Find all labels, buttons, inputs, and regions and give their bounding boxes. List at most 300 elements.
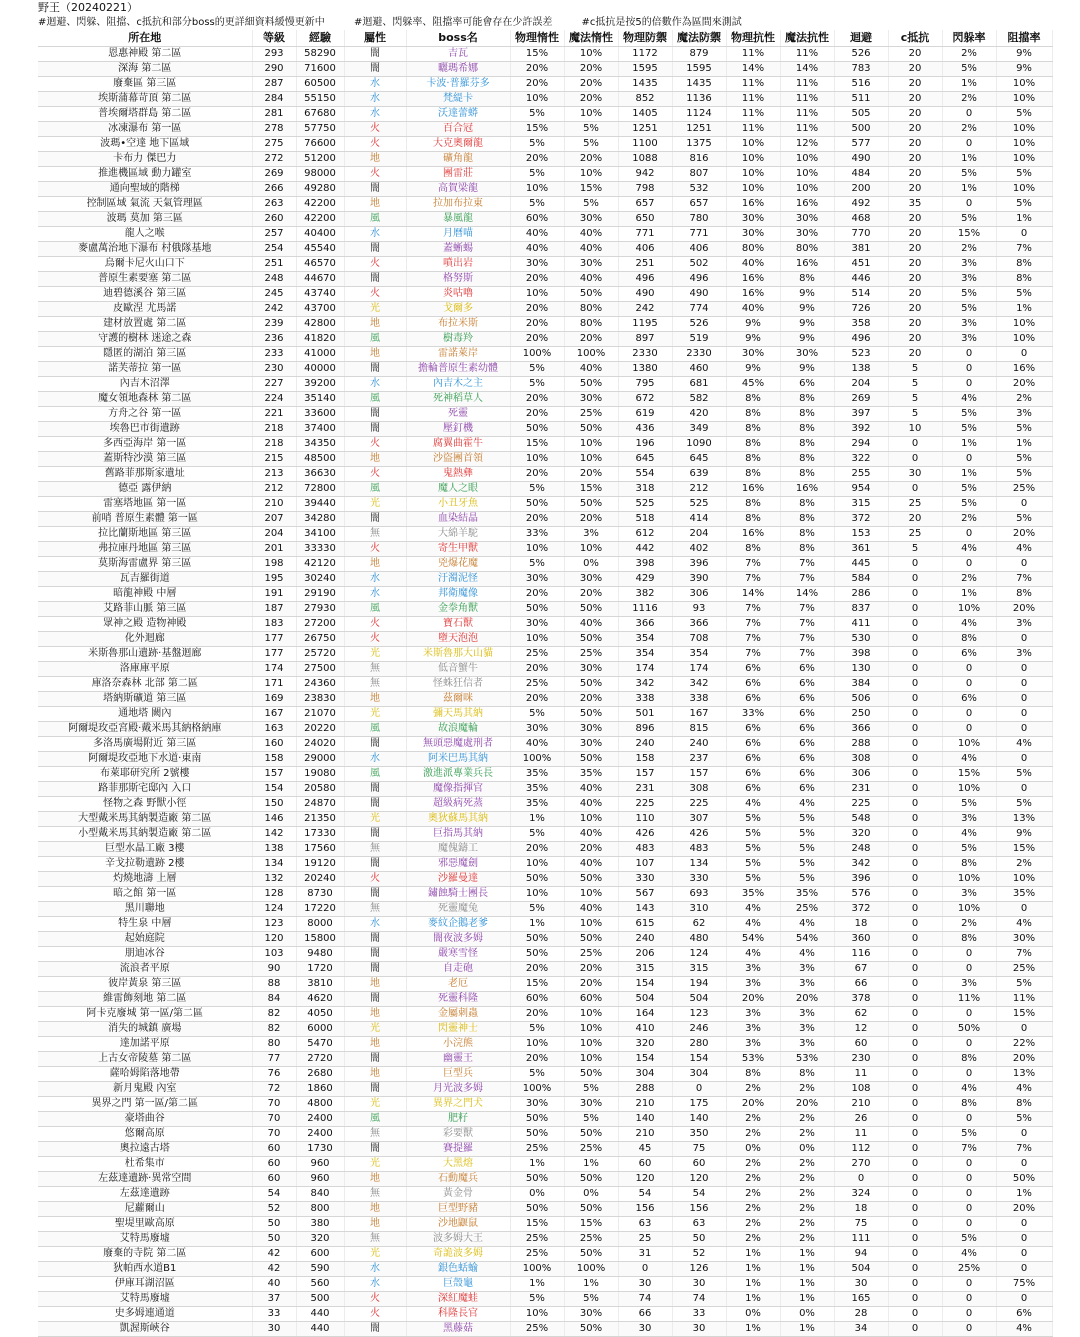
table-row <box>38 227 1052 242</box>
cell-location: 艾特馬廢墟 <box>38 1232 252 1247</box>
cell-phys-res: 5% <box>726 827 780 842</box>
cell-crit-res: 0 <box>888 1247 942 1262</box>
cell-block-rate: 16% <box>996 362 1052 377</box>
cell-exp: 60500 <box>296 77 344 92</box>
cell-magic-def: 708 <box>672 632 726 647</box>
cell-block-rate: 10% <box>996 137 1052 152</box>
cell-block-rate: 0 <box>996 557 1052 572</box>
cell-magic-def: 60 <box>672 1157 726 1172</box>
cell-location: 舊路菲那斯家遺址 <box>38 467 252 482</box>
cell-phys-inertia: 50% <box>510 422 564 437</box>
cell-dodge-rate: 5% <box>942 497 996 512</box>
cell-level: 160 <box>252 737 296 752</box>
cell-magic-res: 8% <box>780 512 834 527</box>
cell-magic-inertia: 50% <box>564 497 618 512</box>
cell-block-rate: 9% <box>996 827 1052 842</box>
cell-exp: 560 <box>296 1277 344 1292</box>
table-row <box>38 767 1052 782</box>
cell-element: 水 <box>344 92 406 107</box>
cell-phys-def: 210 <box>618 1127 672 1142</box>
cell-dodge-rate: 7% <box>942 1142 996 1157</box>
cell-phys-inertia: 10% <box>510 287 564 302</box>
cell-magic-res: 7% <box>780 647 834 662</box>
cell-evasion: 130 <box>834 662 888 677</box>
cell-evasion: 526 <box>834 47 888 62</box>
cell-crit-res: 5 <box>888 407 942 422</box>
cell-exp: 960 <box>296 1172 344 1187</box>
cell-phys-res: 30% <box>726 212 780 227</box>
cell-magic-res: 8% <box>780 392 834 407</box>
cell-magic-inertia: 50% <box>564 602 618 617</box>
cell-magic-inertia: 30% <box>564 662 618 677</box>
cell-exp: 39440 <box>296 497 344 512</box>
cell-boss-name: 闇夜波多姆 <box>406 932 510 947</box>
cell-crit-res: 0 <box>888 602 942 617</box>
table-row <box>38 407 1052 422</box>
cell-phys-res: 10% <box>726 152 780 167</box>
cell-phys-def: 304 <box>618 1067 672 1082</box>
cell-magic-inertia: 20% <box>564 332 618 347</box>
cell-magic-def: 50 <box>672 1232 726 1247</box>
cell-dodge-rate: 5% <box>942 287 996 302</box>
cell-phys-inertia: 1% <box>510 917 564 932</box>
cell-phys-res: 5% <box>726 812 780 827</box>
cell-phys-res: 16% <box>726 287 780 302</box>
cell-dodge-rate: 25% <box>942 1262 996 1277</box>
table-row <box>38 452 1052 467</box>
cell-location: 史多姆連通道 <box>38 1307 252 1322</box>
cell-crit-res: 0 <box>888 767 942 782</box>
cell-magic-inertia: 40% <box>564 272 618 287</box>
cell-level: 84 <box>252 992 296 1007</box>
cell-phys-inertia: 35% <box>510 767 564 782</box>
cell-phys-res: 16% <box>726 197 780 212</box>
cell-evasion: 204 <box>834 377 888 392</box>
cell-block-rate: 0 <box>996 662 1052 677</box>
cell-magic-inertia: 25% <box>564 647 618 662</box>
cell-dodge-rate: 2% <box>942 512 996 527</box>
cell-phys-res: 4% <box>726 902 780 917</box>
cell-phys-res: 11% <box>726 122 780 137</box>
cell-phys-inertia: 25% <box>510 1232 564 1247</box>
cell-magic-res: 7% <box>780 632 834 647</box>
cell-magic-inertia: 10% <box>564 107 618 122</box>
cell-evasion: 294 <box>834 437 888 452</box>
cell-phys-def: 1172 <box>618 47 672 62</box>
cell-exp: 29190 <box>296 587 344 602</box>
cell-level: 33 <box>252 1307 296 1322</box>
cell-exp: 27500 <box>296 662 344 677</box>
cell-location: 達加諾平原 <box>38 1037 252 1052</box>
cell-evasion: 360 <box>834 932 888 947</box>
cell-crit-res: 0 <box>888 1022 942 1037</box>
cell-location: 尼蘿爾山 <box>38 1202 252 1217</box>
cell-crit-res: 5 <box>888 362 942 377</box>
table-row <box>38 47 1052 62</box>
cell-crit-res: 0 <box>888 1157 942 1172</box>
cell-phys-inertia: 50% <box>510 872 564 887</box>
cell-dodge-rate: 5% <box>942 1127 996 1142</box>
table-row <box>38 152 1052 167</box>
cell-boss-name: 月曆喵 <box>406 227 510 242</box>
cell-location: 普原生素要塞 第二區 <box>38 272 252 287</box>
cell-phys-inertia: 50% <box>510 602 564 617</box>
cell-element: 闇 <box>344 512 406 527</box>
cell-phys-def: 496 <box>618 272 672 287</box>
cell-crit-res: 20 <box>888 242 942 257</box>
cell-boss-name: 沃達蕾蟒 <box>406 107 510 122</box>
cell-phys-res: 1% <box>726 1277 780 1292</box>
cell-block-rate: 2% <box>996 857 1052 872</box>
cell-crit-res: 0 <box>888 587 942 602</box>
cell-magic-res: 30% <box>780 347 834 362</box>
table-row <box>38 932 1052 947</box>
cell-location: 阿爾堤玫亞地下水道·東南 <box>38 752 252 767</box>
cell-magic-inertia: 40% <box>564 827 618 842</box>
cell-level: 251 <box>252 257 296 272</box>
cell-exp: 17330 <box>296 827 344 842</box>
cell-boss-name: 炎咕嚕 <box>406 287 510 302</box>
cell-phys-res: 6% <box>726 677 780 692</box>
cell-magic-res: 2% <box>780 1202 834 1217</box>
cell-phys-res: 8% <box>726 512 780 527</box>
cell-phys-res: 6% <box>726 782 780 797</box>
cell-phys-def: 483 <box>618 842 672 857</box>
cell-phys-res: 2% <box>726 1202 780 1217</box>
cell-level: 70 <box>252 1127 296 1142</box>
cell-element: 地 <box>344 452 406 467</box>
cell-level: 290 <box>252 62 296 77</box>
cell-magic-res: 6% <box>780 722 834 737</box>
cell-phys-inertia: 5% <box>510 167 564 182</box>
cell-element: 無 <box>344 842 406 857</box>
cell-magic-res: 14% <box>780 587 834 602</box>
table-row <box>38 482 1052 497</box>
cell-exp: 2720 <box>296 1052 344 1067</box>
cell-location: 消失的城鎮 廣場 <box>38 1022 252 1037</box>
cell-phys-inertia: 50% <box>510 1112 564 1127</box>
cell-magic-res: 9% <box>780 287 834 302</box>
table-row <box>38 827 1052 842</box>
table-row <box>38 422 1052 437</box>
cell-level: 90 <box>252 962 296 977</box>
cell-element: 光 <box>344 707 406 722</box>
cell-phys-def: 672 <box>618 392 672 407</box>
cell-block-rate: 3% <box>996 647 1052 662</box>
cell-magic-def: 308 <box>672 782 726 797</box>
cell-element: 水 <box>344 572 406 587</box>
cell-boss-name: 魔像指揮官 <box>406 782 510 797</box>
table-row <box>38 167 1052 182</box>
cell-magic-res: 1% <box>780 1262 834 1277</box>
cell-crit-res: 0 <box>888 812 942 827</box>
cell-block-rate: 0 <box>996 782 1052 797</box>
cell-element: 無 <box>344 527 406 542</box>
header-exp: 經驗 <box>296 30 344 47</box>
table-row <box>38 902 1052 917</box>
cell-boss-name: 肥籽 <box>406 1112 510 1127</box>
table-row <box>38 377 1052 392</box>
cell-location: 上古女帝陵墓 第二區 <box>38 1052 252 1067</box>
cell-location: 埃斯蒲幕苛頂 第二區 <box>38 92 252 107</box>
cell-magic-def: 390 <box>672 572 726 587</box>
cell-crit-res: 30 <box>888 467 942 482</box>
cell-location: 迪碧德溪谷 第三區 <box>38 287 252 302</box>
cell-exp: 27930 <box>296 602 344 617</box>
cell-phys-res: 2% <box>726 1217 780 1232</box>
header-phys-inertia: 物理惰性 <box>510 30 564 47</box>
cell-magic-def: 420 <box>672 407 726 422</box>
cell-magic-res: 30% <box>780 227 834 242</box>
cell-boss-name: 礦角龍 <box>406 152 510 167</box>
cell-block-rate: 0 <box>996 497 1052 512</box>
cell-exp: 37400 <box>296 422 344 437</box>
cell-phys-inertia: 10% <box>510 632 564 647</box>
cell-phys-inertia: 5% <box>510 827 564 842</box>
cell-phys-inertia: 20% <box>510 77 564 92</box>
cell-crit-res: 20 <box>888 212 942 227</box>
cell-magic-def: 315 <box>672 962 726 977</box>
cell-boss-name: 死靈魔兔 <box>406 902 510 917</box>
cell-crit-res: 5 <box>888 542 942 557</box>
cell-boss-name: 激進派專業兵長 <box>406 767 510 782</box>
cell-exp: 43700 <box>296 302 344 317</box>
cell-block-rate: 4% <box>996 737 1052 752</box>
cell-magic-def: 502 <box>672 257 726 272</box>
cell-magic-def: 157 <box>672 767 726 782</box>
cell-block-rate: 13% <box>996 1067 1052 1082</box>
table-row <box>38 497 1052 512</box>
cell-magic-def: 307 <box>672 812 726 827</box>
cell-magic-inertia: 25% <box>564 947 618 962</box>
cell-magic-inertia: 60% <box>564 992 618 1007</box>
cell-level: 239 <box>252 317 296 332</box>
cell-exp: 48500 <box>296 452 344 467</box>
cell-phys-def: 330 <box>618 872 672 887</box>
cell-block-rate: 20% <box>996 1052 1052 1067</box>
table-row <box>38 467 1052 482</box>
cell-block-rate: 5% <box>996 512 1052 527</box>
cell-location: 起始庭院 <box>38 932 252 947</box>
cell-element: 風 <box>344 602 406 617</box>
cell-evasion: 288 <box>834 737 888 752</box>
cell-phys-res: 1% <box>726 1322 780 1337</box>
cell-location: 埃魯巴市街遺跡 <box>38 422 252 437</box>
cell-boss-name: 血染結晶 <box>406 512 510 527</box>
cell-magic-def: 402 <box>672 542 726 557</box>
cell-magic-res: 6% <box>780 767 834 782</box>
cell-location: 波瑪•空達 地下區域 <box>38 137 252 152</box>
cell-magic-inertia: 25% <box>564 1142 618 1157</box>
cell-magic-def: 525 <box>672 497 726 512</box>
cell-magic-res: 1% <box>780 1322 834 1337</box>
cell-level: 123 <box>252 917 296 932</box>
cell-block-rate: 4% <box>996 917 1052 932</box>
cell-exp: 35140 <box>296 392 344 407</box>
cell-phys-inertia: 5% <box>510 1067 564 1082</box>
cell-location: 伊庫耳湖沼區 <box>38 1277 252 1292</box>
cell-evasion: 411 <box>834 617 888 632</box>
cell-phys-inertia: 20% <box>510 512 564 527</box>
table-row <box>38 1262 1052 1277</box>
cell-magic-def: 93 <box>672 602 726 617</box>
cell-element: 闇 <box>344 362 406 377</box>
cell-block-rate: 75% <box>996 1277 1052 1292</box>
cell-exp: 33330 <box>296 542 344 557</box>
cell-element: 闇 <box>344 62 406 77</box>
cell-dodge-rate: 0 <box>942 722 996 737</box>
cell-location: 瓦吉羅街道 <box>38 572 252 587</box>
header-level: 等級 <box>252 30 296 47</box>
cell-crit-res: 20 <box>888 302 942 317</box>
cell-magic-inertia: 0% <box>564 1187 618 1202</box>
cell-level: 60 <box>252 1142 296 1157</box>
cell-block-rate: 4% <box>996 542 1052 557</box>
table-row <box>38 1112 1052 1127</box>
cell-block-rate: 0 <box>996 1022 1052 1037</box>
table-row <box>38 1172 1052 1187</box>
cell-exp: 440 <box>296 1307 344 1322</box>
cell-level: 138 <box>252 842 296 857</box>
header-evasion: 迴避 <box>834 30 888 47</box>
cell-magic-inertia: 80% <box>564 302 618 317</box>
cell-phys-inertia: 10% <box>510 1307 564 1322</box>
cell-magic-inertia: 25% <box>564 1232 618 1247</box>
cell-boss-name: 壓釘機 <box>406 422 510 437</box>
cell-phys-def: 567 <box>618 887 672 902</box>
cell-level: 42 <box>252 1247 296 1262</box>
cell-exp: 2680 <box>296 1067 344 1082</box>
cell-location: 艾特馬廢墟 <box>38 1292 252 1307</box>
cell-magic-res: 5% <box>780 842 834 857</box>
cell-level: 213 <box>252 467 296 482</box>
cell-magic-inertia: 50% <box>564 632 618 647</box>
header-magic-res: 魔法抗性 <box>780 30 834 47</box>
cell-dodge-rate: 5% <box>942 212 996 227</box>
cell-block-rate: 7% <box>996 1142 1052 1157</box>
cell-phys-res: 0% <box>726 1142 780 1157</box>
cell-block-rate: 5% <box>996 452 1052 467</box>
cell-location: 大型戴米馬其納製造廠 第二區 <box>38 812 252 827</box>
cell-block-rate: 0 <box>996 1127 1052 1142</box>
cell-block-rate: 10% <box>996 182 1052 197</box>
cell-crit-res: 0 <box>888 1127 942 1142</box>
cell-element: 闇 <box>344 932 406 947</box>
cell-level: 158 <box>252 752 296 767</box>
cell-element: 火 <box>344 167 406 182</box>
cell-location: 冰凍瀑布 第一區 <box>38 122 252 137</box>
cell-phys-res: 2% <box>726 1172 780 1187</box>
cell-dodge-rate: 1% <box>942 152 996 167</box>
table-row <box>38 212 1052 227</box>
cell-exp: 24870 <box>296 797 344 812</box>
cell-phys-res: 5% <box>726 872 780 887</box>
cell-evasion: 342 <box>834 857 888 872</box>
cell-magic-def: 175 <box>672 1097 726 1112</box>
cell-crit-res: 0 <box>888 737 942 752</box>
cell-element: 地 <box>344 1172 406 1187</box>
cell-phys-inertia: 50% <box>510 1127 564 1142</box>
cell-magic-res: 8% <box>780 272 834 287</box>
header-magic-inertia: 魔法惰性 <box>564 30 618 47</box>
cell-level: 154 <box>252 782 296 797</box>
cell-element: 水 <box>344 587 406 602</box>
cell-phys-res: 4% <box>726 947 780 962</box>
spreadsheet <box>38 0 1080 1337</box>
cell-location: 多洛馬廣場附近 第三區 <box>38 737 252 752</box>
cell-exp: 42120 <box>296 557 344 572</box>
cell-evasion: 372 <box>834 902 888 917</box>
cell-magic-def: 225 <box>672 797 726 812</box>
table-row <box>38 662 1052 677</box>
cell-magic-res: 4% <box>780 797 834 812</box>
cell-element: 光 <box>344 1247 406 1262</box>
cell-phys-def: 518 <box>618 512 672 527</box>
cell-dodge-rate: 8% <box>942 932 996 947</box>
cell-location: 豪塔曲谷 <box>38 1112 252 1127</box>
cell-exp: 98000 <box>296 167 344 182</box>
cell-magic-inertia: 5% <box>564 1292 618 1307</box>
table-row <box>38 632 1052 647</box>
cell-location: 辛戈拉勒遺跡 2樓 <box>38 857 252 872</box>
table-row <box>38 917 1052 932</box>
cell-boss-name: 彌天馬其納 <box>406 707 510 722</box>
cell-phys-inertia: 20% <box>510 662 564 677</box>
cell-element: 火 <box>344 632 406 647</box>
cell-phys-def: 1195 <box>618 317 672 332</box>
cell-magic-res: 10% <box>780 167 834 182</box>
cell-crit-res: 0 <box>888 482 942 497</box>
cell-phys-res: 3% <box>726 1007 780 1022</box>
cell-magic-inertia: 40% <box>564 797 618 812</box>
cell-magic-def: 338 <box>672 692 726 707</box>
cell-magic-inertia: 50% <box>564 932 618 947</box>
cell-dodge-rate: 0 <box>942 1037 996 1052</box>
cell-magic-res: 9% <box>780 332 834 347</box>
cell-level: 293 <box>252 47 296 62</box>
cell-level: 120 <box>252 932 296 947</box>
cell-phys-inertia: 15% <box>510 47 564 62</box>
cell-magic-res: 11% <box>780 77 834 92</box>
cell-phys-def: 795 <box>618 377 672 392</box>
cell-boss-name: 曬瑪希娜 <box>406 62 510 77</box>
cell-phys-res: 7% <box>726 557 780 572</box>
cell-magic-inertia: 30% <box>564 722 618 737</box>
cell-phys-res: 11% <box>726 47 780 62</box>
cell-crit-res: 0 <box>888 647 942 662</box>
cell-phys-res: 3% <box>726 962 780 977</box>
cell-dodge-rate: 3% <box>942 272 996 287</box>
cell-evasion: 270 <box>834 1157 888 1172</box>
table-row <box>38 842 1052 857</box>
cell-crit-res: 0 <box>888 1112 942 1127</box>
cell-exp: 840 <box>296 1187 344 1202</box>
cell-element: 火 <box>344 542 406 557</box>
cell-dodge-rate: 1% <box>942 182 996 197</box>
cell-boss-name: 魔人之眼 <box>406 482 510 497</box>
table-row <box>38 1142 1052 1157</box>
cell-evasion: 18 <box>834 1202 888 1217</box>
cell-block-rate: 0 <box>996 632 1052 647</box>
cell-phys-res: 10% <box>726 182 780 197</box>
cell-boss-name: 戈爾多 <box>406 302 510 317</box>
cell-phys-def: 1251 <box>618 122 672 137</box>
table-row <box>38 647 1052 662</box>
note-3: #c抵抗是按5的倍數作為區間來測試 <box>581 17 742 28</box>
cell-evasion: 286 <box>834 587 888 602</box>
cell-magic-inertia: 20% <box>564 977 618 992</box>
cell-block-rate: 20% <box>996 1202 1052 1217</box>
